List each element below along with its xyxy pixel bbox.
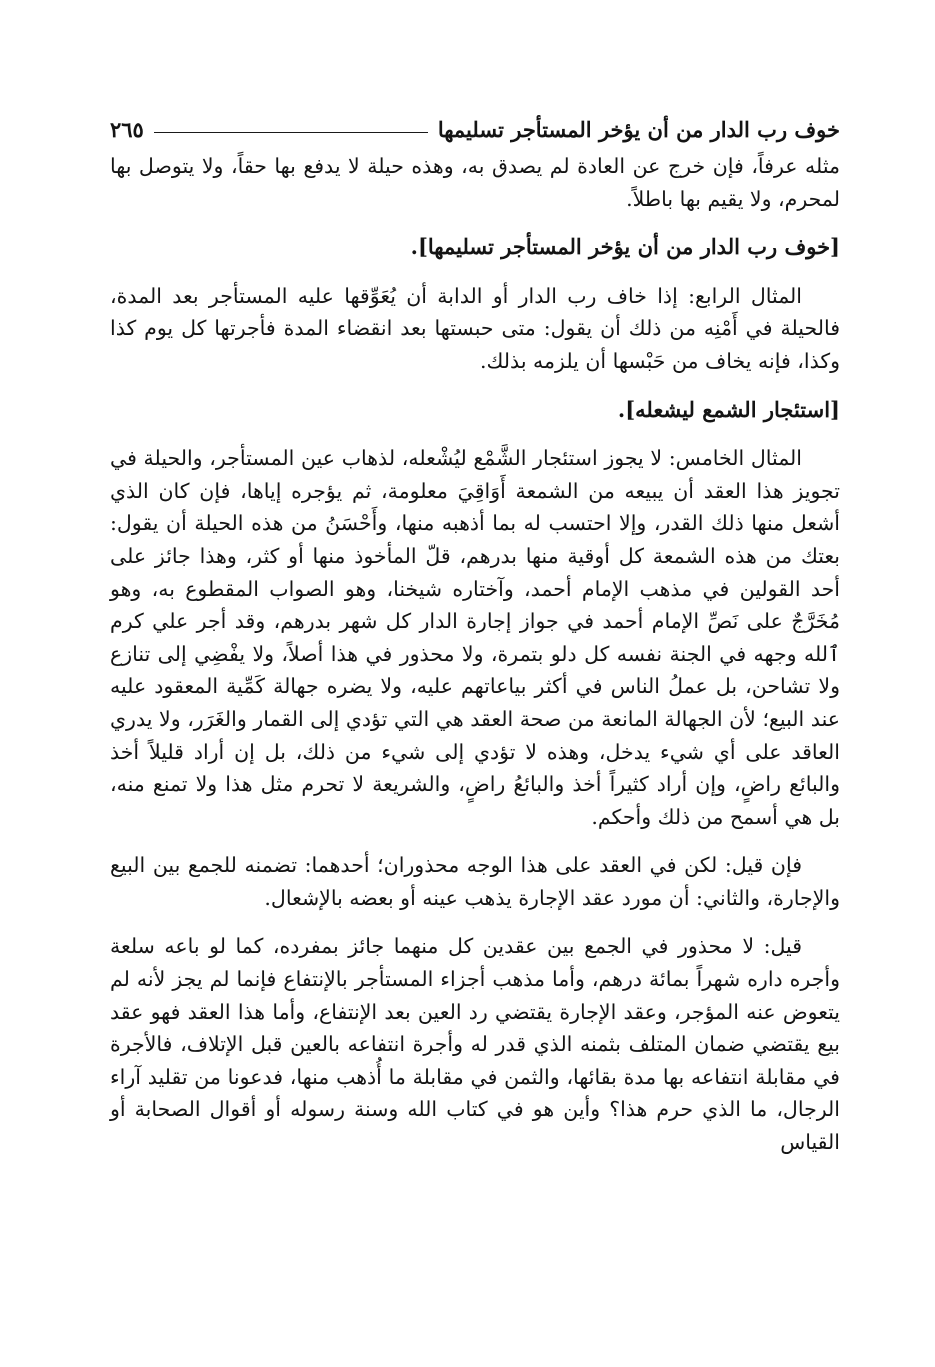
running-title: خوف رب الدار من أن يؤخر المستأجر تسليمها (437, 117, 840, 142)
page-number: ٢٦٥ (110, 117, 144, 142)
section-heading-1: [خوف رب الدار من أن يؤخر المستأجر تسليمها]. (410, 234, 840, 260)
paragraph-4: فإن قيل: لكن في العقد على هذا الوجه محذوران؛ أحدهما: تضمنه للجمع بين البيع والإجارة، والثاني: أن مورد عقد الإجارة يذهب عينه أو بعضه بالإشعال. (110, 853, 840, 910)
book-page (110, 110, 840, 1175)
paragraph-2: المثال الرابع: إذا خاف رب الدار أو الدابة أن يُعَوِّقها عليه المستأجر بعد المدة، فالحيلة في أَمْنِه من ذلك أن يقول: متى حبستها بعد انقضاء المدة فأجرتها كل يوم كذا وكذا، فإنه يخاف من حَبْسها أن يلزمه بذلك. (110, 283, 840, 373)
paragraph-1: مثله عرفاً، فإن خرج عن العادة لم يصدق به، وهذه حيلة لا يدفع بها حقاً، ولا يتوصل بها لمحرم، ولا يقيم بها باطلاً. (110, 154, 840, 211)
header-rule (154, 132, 428, 133)
body-text (110, 150, 840, 1159)
section-heading-2: [استئجار الشمع ليشعله]. (617, 396, 840, 422)
running-header (110, 110, 840, 142)
paragraph-5: قيل: لا محذور في الجمع بين عقدين كل منهما جائز بمفرده، كما لو باعه سلعة وأجره داره شهراً بمائة درهم، وأما مذهب أجزاء المستأجر بالإنتفاع فإنما لم يجز لأنه لم يتعوض عنه المؤجر، وعقد الإجارة يقتضي رد العين بعد الإنتفاع، وأما هذا العقد فهو عقد بيع يقتضي ضمان المتلف بثمنه الذي قدر له وأجرة انتفاعه بالعين قبل الإتلاف، فالأجرة في مقابلة انتفاعه بها مدة بقائها، والثمن في مقابلة ما أُذهب منها، فدعونا من تقليد آراء الرجال، ما الذي حرم هذا؟ وأين هو في كتاب الله وسنة رسوله أو أقوال الصحابة أو القياس (110, 934, 840, 1155)
paragraph-3: المثال الخامس: لا يجوز استئجار الشَّمْع ليُشْعله، لذهاب عين المستأجر، والحيلة في تجويز هذا العقد أن يبيعه من الشمعة أَوَاقِيَ معلومة، ثم يؤجره إياها، فإن كان الذي أشعل منها ذلك القدر، وإلا احتسب له بما أذهبه منها، وأَحْسَنُ من هذه الحيلة أن يقول: بعتك من هذه الشمعة كل أوقية منها بدرهم، قلّ المأخوذ منها أو كثر، وهذا جائز على أحد القولين في مذهب الإمام أحمد، وآختاره شيخنا، وهو الصواب المقطوع به، وهو مُخَرَّجٌ على نَصِّ الإمام أحمد في جواز إجارة الدار كل شهر بدرهم، وقد أجر علي كرم ٱلله وجهه في الجنة نفسه كل دلو بتمرة، ولا محذور في هذا أصلاً، ولا يفْضِي إلى تنازع ولا تشاحن، بل عملُ الناس في أكثر بياعاتهم عليه، ولا يضره جهالة كَمِّية المعقود عليه عند البيع؛ لأن الجهالة المانعة من صحة العقد هي التي تؤدي إلى القمار والغَرَر، ولا يدري العاقد على أي شيء يدخل، وهذه لا تؤدي إلى شيء من ذلك، بل إن أراد قليلاً أخذ والبائع راضٍ، وإن أراد كثيراً أخذ والبائعُ راضٍ، والشريعة لا تحرم مثل هذا ولا تمنع منه، بل هي أسمح من ذلك وأحكم. (110, 446, 840, 829)
